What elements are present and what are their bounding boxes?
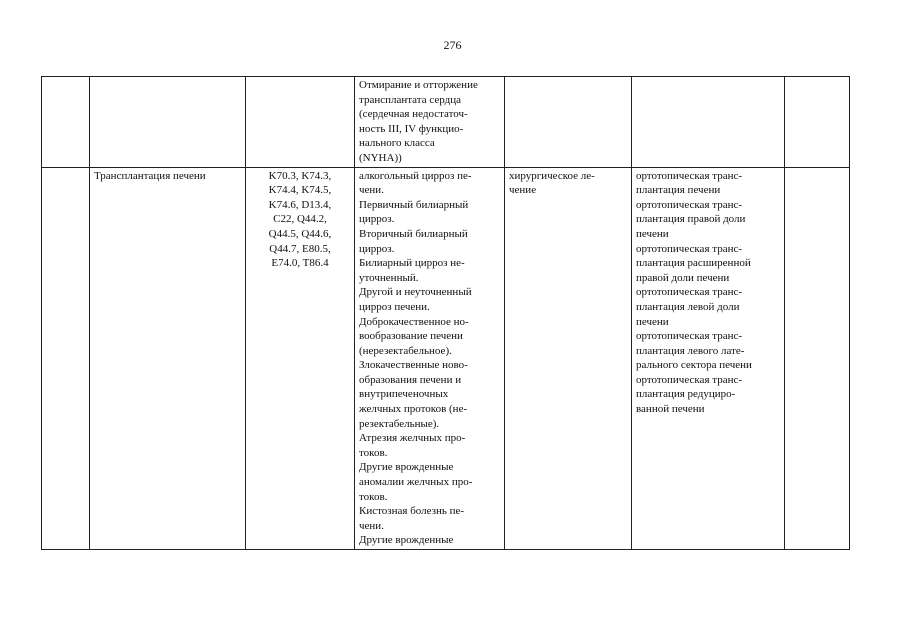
cell-text-line: внутрипеченочных xyxy=(359,388,449,401)
cell-text-line: Другие врожденные xyxy=(359,461,454,474)
diagnosis-cell xyxy=(355,77,505,168)
number-cell xyxy=(42,77,90,168)
cell-text-line: Вторичный билиарный xyxy=(359,227,468,240)
cell-text-line: Q44.7, E80.5, xyxy=(269,242,331,255)
cell-text-line: C22, Q44.2, xyxy=(273,213,327,226)
cell-text-line: K70.3, K74.3, xyxy=(268,169,332,182)
cell-text-line: Q44.5, Q44.6, xyxy=(268,227,332,240)
cell-text-line: аномалии желчных про- xyxy=(359,476,473,489)
table-row xyxy=(42,167,850,549)
cell-text-line: ортотопическая транс- xyxy=(636,373,743,386)
cell-text-line: (NYHA)) xyxy=(359,151,402,164)
cell-text-line: Злокачественные ново- xyxy=(359,359,468,372)
icd-codes-cell xyxy=(246,77,355,168)
cell-text-line: плантация расширенной xyxy=(636,257,751,270)
treatment-type-cell xyxy=(505,77,632,168)
cell-text-line: ность III, IV функцио- xyxy=(359,122,464,135)
cell-text-line: плантация левого лате- xyxy=(636,344,745,357)
cell-text-line: плантация печени xyxy=(636,184,721,197)
cell-text-line: ортотопическая транс- xyxy=(636,198,743,211)
cell-text-line: K74.6, D13.4, xyxy=(268,198,332,211)
treatment-type-cell xyxy=(505,167,632,549)
medical-care-table xyxy=(41,76,850,550)
cell-text-line: ортотопическая транс- xyxy=(636,169,743,182)
cell-text-line: Трансплантация печени xyxy=(94,169,206,182)
cell-text-line: ортотопическая транс- xyxy=(636,286,743,299)
cell-text-line: правой доли печени xyxy=(636,271,730,284)
cell-text-line: цирроз печени. xyxy=(359,300,430,313)
cell-text-line: Отмирание и отторжение xyxy=(359,79,478,91)
cell-text-line: токов. xyxy=(359,490,388,503)
procedure-name-cell xyxy=(90,77,246,168)
cell-text-line: K74.4, K74.5, xyxy=(268,184,332,197)
cell-text-line: Другие врожденные xyxy=(359,534,454,547)
cell-text-line: Другой и неуточненный xyxy=(359,286,472,299)
cell-text-line: нального класса xyxy=(359,137,435,150)
cell-text-line: резектабельные). xyxy=(359,417,440,430)
cell-text-line: цирроз. xyxy=(359,242,395,255)
cell-text-line: чени. xyxy=(359,184,384,197)
cell-text-line: плантация правой доли xyxy=(636,213,746,226)
cell-text-line: трансплантата сердца xyxy=(359,93,461,106)
cell-text-line: (нерезектабельное). xyxy=(359,344,452,357)
table-row xyxy=(42,77,850,168)
cell-text-line: печени xyxy=(636,227,669,240)
cell-text-line: плантация редуциро- xyxy=(636,388,736,401)
cell-text-line: печени xyxy=(636,315,669,328)
cell-text-line: образования печени и xyxy=(359,373,462,386)
cell-text-line: Доброкачественное но- xyxy=(359,315,469,328)
cost-cell xyxy=(785,167,850,549)
cell-text-line: Билиарный цирроз не- xyxy=(359,257,465,270)
cell-text-line: Первичный билиарный xyxy=(359,198,469,211)
number-cell xyxy=(42,167,90,549)
cell-text-line: рального сектора печени xyxy=(636,359,752,372)
cell-text-line: Атрезия желчных про- xyxy=(359,432,466,445)
icd-codes-cell xyxy=(246,167,355,549)
cell-text-line: цирроз. xyxy=(359,213,395,226)
cell-text-line: плантация левой доли xyxy=(636,300,740,313)
cell-text-line: чени. xyxy=(359,519,384,532)
cell-text-line: желчных протоков (не- xyxy=(359,403,468,416)
procedure-name-cell xyxy=(90,167,246,549)
cell-text-line: ванной печени xyxy=(636,403,705,416)
cell-text-line: уточненный. xyxy=(359,271,419,284)
cell-text-line: ортотопическая транс- xyxy=(636,242,743,255)
cell-text-line: токов. xyxy=(359,446,388,459)
cell-text-line: чение xyxy=(509,184,537,197)
treatment-method-cell xyxy=(632,77,785,168)
cell-text-line: ортотопическая транс- xyxy=(636,330,743,343)
cell-text-line: хирургическое ле- xyxy=(509,169,595,182)
page-number: 276 xyxy=(443,38,462,52)
diagnosis-cell xyxy=(355,167,505,549)
cell-text-line: вообразование печени xyxy=(359,330,463,343)
cell-text-line: (сердечная недостаточ- xyxy=(359,108,468,121)
cell-text-line: алкогольный цирроз пе- xyxy=(359,169,472,182)
cell-text-line: Кистозная болезнь пе- xyxy=(359,505,465,518)
cell-text-line: E74.0, T86.4 xyxy=(271,257,329,270)
cost-cell xyxy=(785,77,850,168)
treatment-method-cell xyxy=(632,167,785,549)
